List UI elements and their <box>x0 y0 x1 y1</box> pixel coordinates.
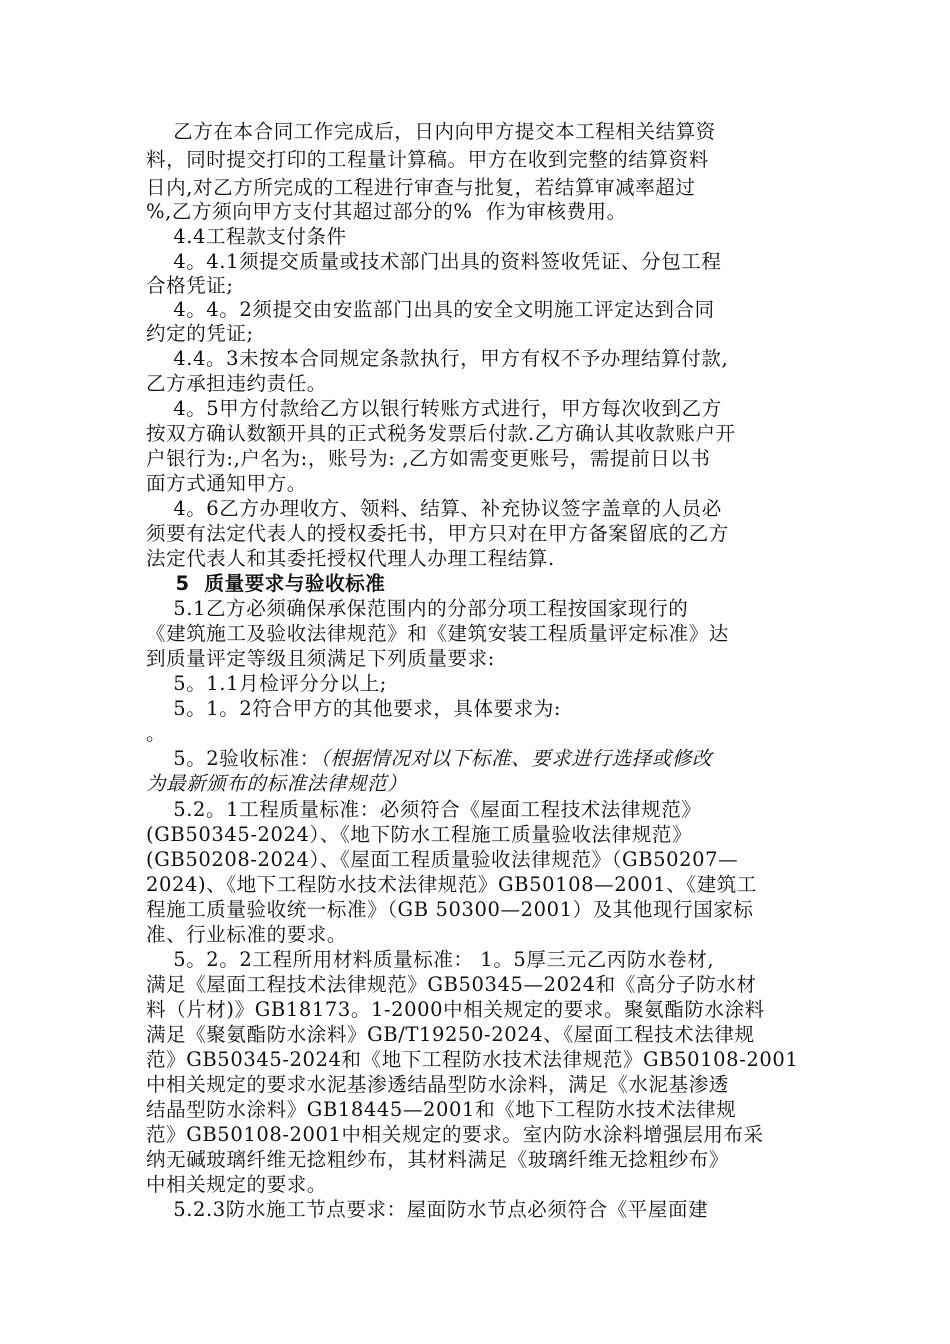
text-line: 2024)、《地下工程防水技术法律规范》GB50108—2001、《建筑工 <box>146 873 757 896</box>
text-line: 到质量评定等级且须满足下列质量要求: <box>146 647 495 670</box>
section-title: 5 质量要求与验收标准 <box>146 572 386 595</box>
text-line: (GB50345-2024）、《地下防水工程施工质量验收法律规范》 <box>146 823 693 846</box>
text-line: 按双方确认数额开具的正式税务发票后付款.乙方确认其收款账户开 <box>146 422 736 445</box>
text-line: 法定代表人和其委托授权代理人办理工程结算. <box>146 547 555 570</box>
text-line: 4。5甲方付款给乙方以银行转账方式进行，甲方每次收到乙方 <box>146 397 722 420</box>
text-line: 5。2。2工程所用材料质量标准： 1。5厚三元乙丙防水卷材, <box>146 948 715 971</box>
text-line: 范》GB50108-2001中相关规定的要求。室内防水涂料增强层用布采 <box>146 1123 764 1146</box>
text-line: 范》GB50345-2024和《地下工程防水技术法律规范》GB50108-2001 <box>146 1048 799 1071</box>
text-line: 料，同时提交打印的工程量计算稿。甲方在收到完整的结算资料 <box>146 148 709 171</box>
text-line: 程施工质量验收统一标准》（GB 50300—2001）及其他现行国家标 <box>146 898 754 921</box>
text-fragment: 5。2验收标准： <box>146 747 320 770</box>
text-line: %,乙方须向甲方支付其超过部分的% 作为审核费用。 <box>146 200 627 223</box>
text-line: (GB50208-2024）、《屋面工程质量验收法律规范》（GB50207— <box>146 848 739 871</box>
text-line: 结晶型防水涂料》GB18445—2001和《地下工程防水技术法律规 <box>146 1098 737 1121</box>
text-line: 5。1。2符合甲方的其他要求，具体要求为: <box>146 697 562 720</box>
text-line: 日内,对乙方所完成的工程进行审查与批复，若结算审减率超过 <box>146 176 696 199</box>
text-line: 乙方在本合同工作完成后，日内向甲方提交本工程相关结算资 <box>146 120 716 143</box>
text-line: 4。4.1须提交质量或技术部门出具的资料签收凭证、分包工程 <box>146 250 722 273</box>
text-line: 5。1.1月检评分分以上; <box>146 672 387 695</box>
text-line: 5.2.3防水施工节点要求：屋面防水节点必须符合《平屋面建 <box>146 1198 709 1221</box>
section-heading: 4.4工程款支付条件 <box>146 225 347 248</box>
text-line: 满足《聚氨酯防水涂料》GB/T19250-2024、《屋面工程技术法律规 <box>146 1023 755 1046</box>
text-line: 料（片材)》GB18173。1-2000中相关规定的要求。聚氨酯防水涂料 <box>146 998 765 1021</box>
text-line <box>146 747 712 771</box>
text-line: 为最新颁布的标准法律规范） <box>146 772 408 795</box>
text-line: 满足《屋面工程技术法律规范》GB50345—2024和《高分子防水材 <box>146 973 757 996</box>
text-line: 准、行业标准的要求。 <box>146 923 348 946</box>
text-line: 中相关规定的要求水泥基渗透结晶型防水涂料，满足《水泥基渗透 <box>146 1073 729 1096</box>
italic-note: （根据情况对以下标准、要求进行选择或修改 <box>319 747 713 770</box>
text-line: 合格凭证; <box>146 274 234 297</box>
text-line: 5.1乙方必须确保承保范围内的分部分项工程按国家现行的 <box>146 597 689 620</box>
text-line: 约定的凭证; <box>146 322 254 345</box>
text-line: 面方式通知甲方。 <box>146 472 307 495</box>
text-line: 4.4。3未按本合同规定条款执行，甲方有权不予办理结算付款, <box>146 347 729 370</box>
text-line: 乙方承担违约责任。 <box>146 372 327 395</box>
text-line: 。 <box>146 722 167 745</box>
text-line: 《建筑施工及验收法律规范》和《建筑安装工程质量评定标准》达 <box>146 622 729 645</box>
text-line: 户银行为:,户名为:，账号为: ,乙方如需变更账号，需提前日以书 <box>146 447 711 470</box>
text-line: 纳无碱玻璃纤维无捻粗纱布，其材料满足《玻璃纤维无捻粗纱布》 <box>146 1148 729 1171</box>
text-line: 4。6乙方办理收方、领料、结算、补充协议签字盖章的人员必 <box>146 497 722 520</box>
text-line: 5.2。1工程质量标准：必须符合《屋面工程技术法律规范》 <box>146 798 702 821</box>
text-line: 须要有法定代表人的授权委托书，甲方只对在甲方备案留底的乙方 <box>146 522 729 545</box>
text-line: 4。4。2须提交由安监部门出具的安全文明施工评定达到合同 <box>146 298 715 321</box>
text-line: 中相关规定的要求。 <box>146 1173 327 1196</box>
